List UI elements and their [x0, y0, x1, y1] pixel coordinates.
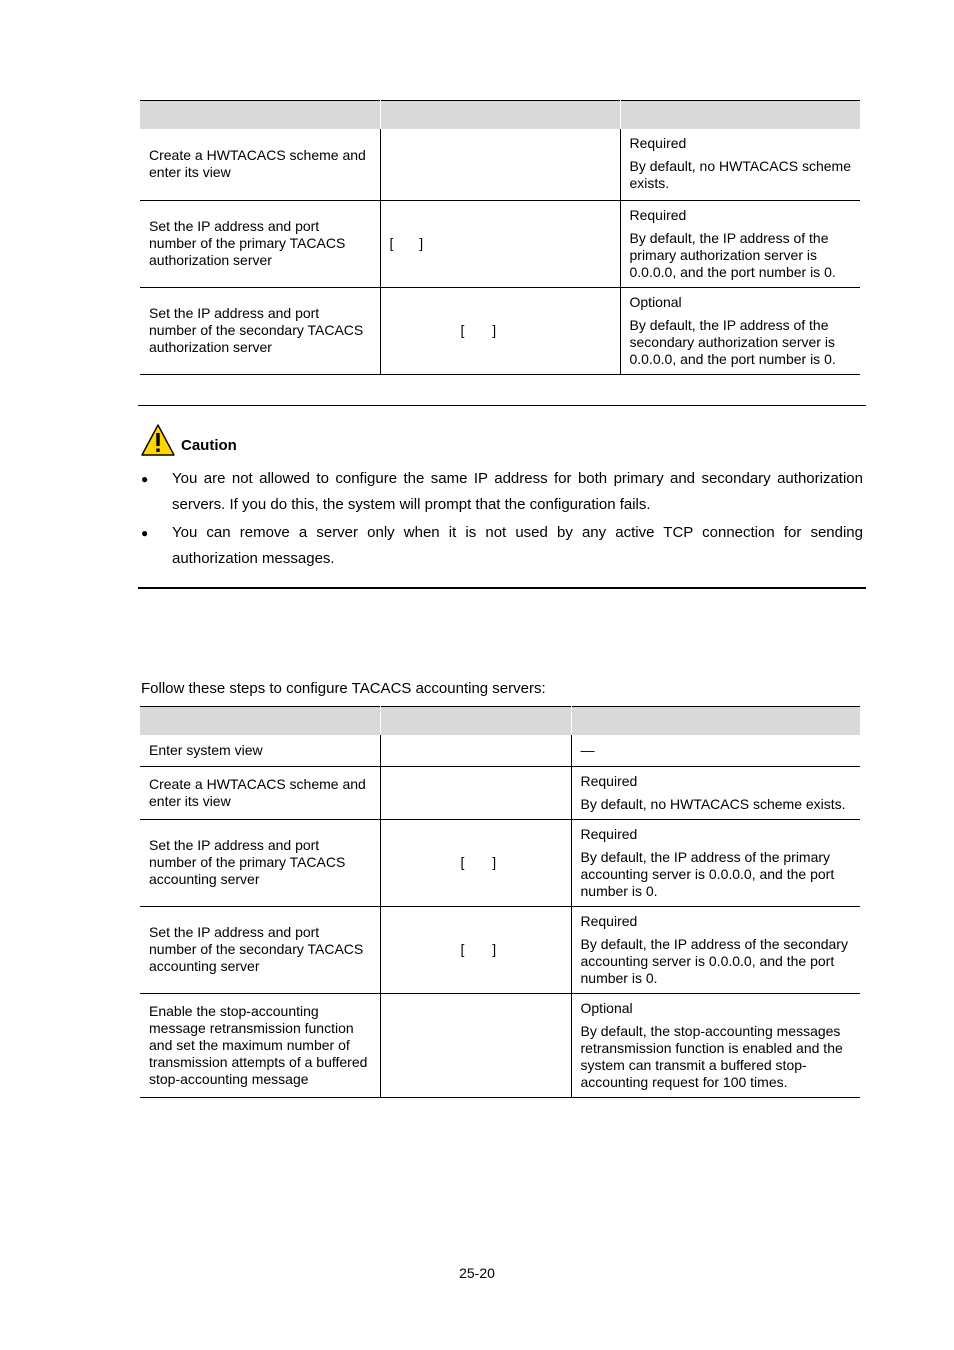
table-row	[140, 735, 860, 766]
remarks-cell	[571, 766, 860, 819]
remarks-cell	[571, 819, 860, 906]
optional-param-brackets: [ ]	[389, 235, 424, 251]
operation-cell: Enable the stop-accounting message retransmission function and set the maximum number of transmission attempts of a buffered stop-accounting message	[140, 993, 380, 1097]
accounting-server-table	[140, 706, 860, 1098]
requirement-text: Required	[629, 135, 687, 151]
command-cell	[380, 200, 620, 287]
command-cell	[380, 735, 571, 766]
remarks-cell	[620, 129, 860, 200]
command-cell	[380, 129, 620, 200]
operation-cell: Create a HWTACACS scheme and enter its view	[140, 766, 380, 819]
list-item	[138, 520, 863, 572]
table-header-row	[140, 707, 860, 736]
authorization-server-table	[140, 100, 860, 375]
requirement-text: Required	[580, 912, 638, 929]
command-cell	[380, 906, 571, 993]
caution-header	[141, 424, 237, 456]
default-text: By default, the stop-accounting messages retransmission function is enabled and the system can transmit a buffered stop-accounting request for 100 times.	[580, 1022, 843, 1090]
bullet-dot-icon: ●	[141, 526, 149, 540]
caution-box	[138, 405, 866, 589]
page-number: 25-20	[459, 1265, 495, 1281]
table-row	[140, 819, 860, 906]
command-cell	[380, 993, 571, 1097]
remarks-cell	[571, 906, 860, 993]
table-row	[140, 287, 860, 374]
requirement-text: Required	[629, 206, 687, 223]
operation-cell: Create a HWTACACS scheme and enter its view	[140, 129, 380, 200]
remarks-cell: —	[571, 735, 860, 766]
table-row	[140, 129, 860, 200]
warning-triangle-icon	[141, 424, 175, 456]
operation-cell: Set the IP address and port number of the primary TACACS authorization server	[140, 200, 380, 287]
caution-label: Caution	[181, 437, 237, 454]
default-text: By default, the IP address of the secondary authorization server is 0.0.0.0, and the port number is 0.	[629, 316, 836, 367]
caution-text: You are not allowed to configure the same IP address for both primary and secondary authorization servers. If you do this, the system will prompt that the configuration fails.	[172, 470, 863, 513]
operation-cell: Set the IP address and port number of the primary TACACS accounting server	[140, 819, 380, 906]
table-row	[140, 993, 860, 1097]
command-cell	[380, 766, 571, 819]
remarks-cell	[620, 287, 860, 374]
intro-paragraph: Follow these steps to configure TACACS accounting servers:	[141, 680, 546, 697]
remarks-cell	[571, 993, 860, 1097]
default-text: By default, no HWTACACS scheme exists.	[580, 795, 846, 812]
bullet-dot-icon: ●	[141, 472, 149, 486]
list-item	[138, 466, 863, 518]
table-header-row	[140, 101, 860, 130]
requirement-text: Optional	[580, 999, 633, 1016]
table-row	[140, 906, 860, 993]
default-text: By default, the IP address of the primary authorization server is 0.0.0.0, and the port number is 0.	[629, 229, 836, 280]
remarks-cell	[620, 200, 860, 287]
optional-param-brackets: [ ]	[460, 322, 497, 338]
operation-cell: Set the IP address and port number of the secondary TACACS accounting server	[140, 906, 380, 993]
optional-param-brackets: [ ]	[460, 941, 497, 957]
table-row	[140, 200, 860, 287]
requirement-text: Required	[580, 825, 638, 842]
default-text: By default, no HWTACACS scheme exists.	[629, 158, 851, 191]
operation-cell: Enter system view	[140, 735, 380, 766]
command-cell	[380, 287, 620, 374]
command-cell	[380, 819, 571, 906]
caution-text: You can remove a server only when it is not used by any active TCP connection for sending authorization messages.	[172, 524, 863, 567]
caution-list	[138, 466, 863, 574]
operation-cell: Set the IP address and port number of the secondary TACACS authorization server	[140, 287, 380, 374]
table-row	[140, 766, 860, 819]
default-text: By default, the IP address of the secondary accounting server is 0.0.0.0, and the port number is 0.	[580, 935, 848, 986]
requirement-text: Optional	[629, 293, 682, 310]
default-text: By default, the IP address of the primary accounting server is 0.0.0.0, and the port number is 0.	[580, 848, 835, 899]
requirement-text: Required	[580, 772, 638, 789]
optional-param-brackets: [ ]	[460, 854, 497, 870]
